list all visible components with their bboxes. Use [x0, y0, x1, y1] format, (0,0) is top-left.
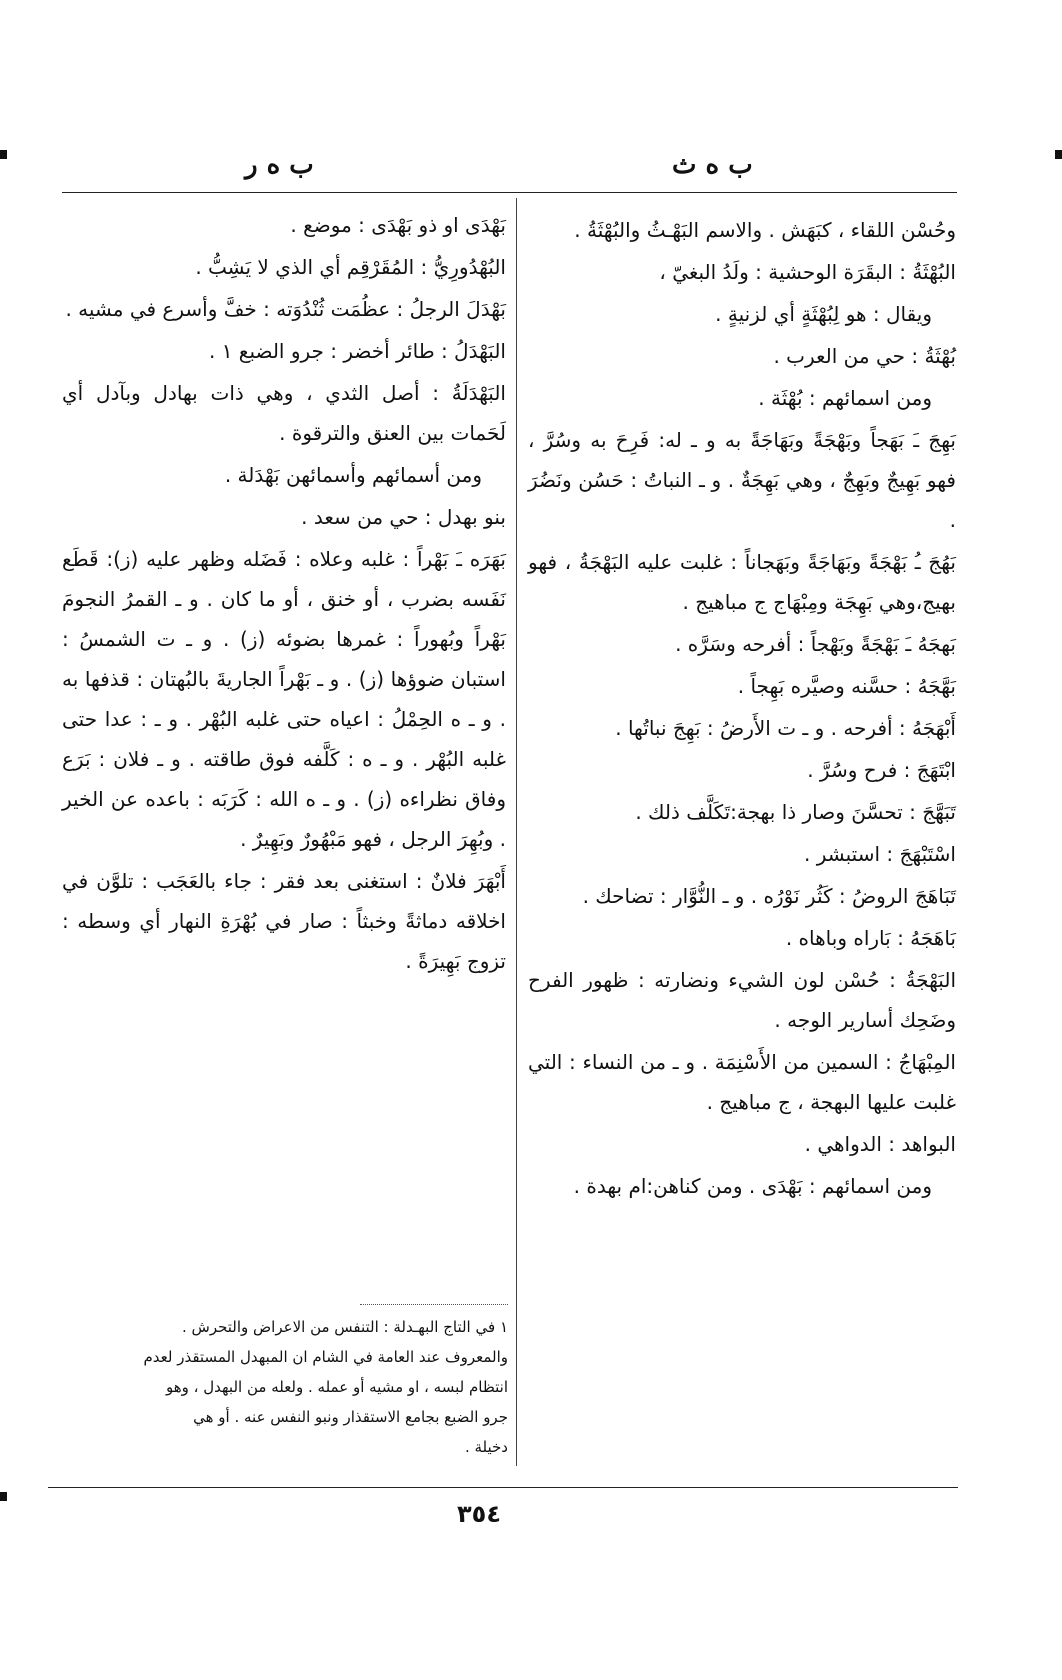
- page-number: ٣٥٤: [457, 1500, 501, 1528]
- footnote-line: دخيلة .: [464, 1438, 508, 1456]
- dictionary-entry: بَهُجَ ـُ بَهْجَةً وبَهَاجَةً وبَهَجاناً : غلبت عليه البَهْجَةُ ، فهو بهيج،وهي بَهِجَة ومِبْهَاج ج مباهيج .: [528, 550, 956, 614]
- dictionary-entry: ومن اسمائهم : بُهْثَة .: [758, 386, 932, 410]
- dictionary-entry: ويقال : هو لِبُهْثَةٍ أي لزنيةٍ .: [715, 302, 932, 326]
- dictionary-entry: بنو بهدل : حي من سعد .: [301, 505, 506, 529]
- dictionary-entry: بَهجَهُ ـَ بَهْجَةً وبَهْجاً : أفرحه وسَرَّه .: [675, 632, 956, 656]
- dictionary-entry: البُهْدُورِيُّ : المُقَرْقِم أي الذي لا يَشِبُّ .: [195, 255, 506, 279]
- dictionary-entry: المِبْهَاجُ : السمين من الأَسْنِمَة . و ـ من النساء : التي غلبت عليها البهجة ، ج مباهيج .: [528, 1050, 956, 1114]
- dictionary-entry: اسْتَبْهَجَ : استبشر .: [804, 842, 956, 866]
- left-edge-mark: [0, 1492, 7, 1501]
- dictionary-entry: ومن اسمائهم : بَهْدَى . ومن كناهن:ام بهدة .: [573, 1174, 932, 1198]
- dictionary-entry: وحُسْن اللقاء ، كبَهَش . والاسم البَهْـثُ والبُهْثَةُ .: [574, 218, 956, 242]
- right-edge-mark: [1055, 150, 1062, 159]
- dictionary-entry: البواهد : الدواهي .: [804, 1132, 956, 1156]
- dictionary-entry: بَهْدَى او ذو بَهْدَى : موضع .: [290, 213, 506, 237]
- footnote-rule: [360, 1304, 508, 1305]
- dictionary-entry: تَبَاهَجَ الروضُ : كَثُر نَوْرُه . و ـ النُّوَّار : تضاحك .: [582, 884, 956, 908]
- dictionary-entry: البَهْجَةُ : حُسْن لون الشيء ونضارته : ظهور الفرح وضَحِك أسارير الوجه .: [528, 968, 956, 1032]
- right-column: [528, 210, 956, 1208]
- dictionary-entry: ابْتَهَجَ : فرح وسُرَّ .: [807, 758, 956, 782]
- top-rule: [62, 192, 957, 193]
- left-column: [62, 205, 506, 983]
- footnote: [62, 1312, 508, 1462]
- left-edge-mark: [0, 150, 7, 159]
- dictionary-entry: بُهْثَةُ : حي من العرب .: [773, 344, 956, 368]
- dictionary-entry: البُهْثَةُ : البقَرَة الوحشية : ولَدُ البغيّ ،: [659, 260, 956, 284]
- dictionary-entry: بَهِجَ ـَ بَهَجاً وبَهْجَةً وبَهَاجَةً به و ـ له: فَرِحَ به وسُرَّ ، فهو بَهِيجٌ وبَهِجٌ ، وهي بَهِجَةٌ . و ـ النباتُ : حَسُن ونَضُرَ .: [528, 428, 956, 532]
- footnote-line: ١ في التاج البهـدلة : التنفس من الاعراض والتحرش .: [181, 1318, 508, 1336]
- dictionary-entry: البَهْدَلُ : طائر أخضر : جرو الضبع ١ .: [208, 339, 506, 363]
- dictionary-entry: بَاهَجَهُ : بَاراه وباهاه .: [785, 926, 956, 950]
- bottom-rule: [48, 1487, 958, 1488]
- dictionary-entry: بَهَرَه ـَ بَهْراً : غلبه وعلاه : فَضَله وظهر عليه (ز): قَطَع نَفَسه بضرب ، أو خنق ، أو ما كان . و ـ القمرُ النجومَ بَهْراً وبُهوراً : غمرها بضوئه (ز) . و ـ ت الشمسُ : استبان ضوؤها (ز) . و ـ بَهْراً الجاريةَ بالبُهتان : قذفها به . و ـ ه الحِمْلُ : اعياه حتى غلبه البُهْر . و ـ : عدا حتى غلبه البُهْر . و ـ ه : كَلَّفه فوق طاقته . و ـ فلان : بَرَع وفاق نظراءه (ز) . و ـ ه الله : كَرَبَه : باعده عن الخير . وبُهِرَ الرجل ، فهو مَبْهُورٌ وبَهِيرٌ .: [62, 547, 506, 851]
- footnote-line: والمعروف عند العامة في الشام ان المبهدل المستقذر لعدم: [143, 1348, 508, 1366]
- dictionary-entry: أَبْهَجَهُ : أفرحه . و ـ ت الأَرضُ : بَهِجَ نباتُها .: [615, 716, 956, 740]
- right-column-header: ب ه ث: [672, 150, 753, 180]
- footnote-line: جرو الضبع بجامع الاستقذار ونبو النفس عنه . أو هي: [193, 1408, 508, 1426]
- column-separator: [516, 198, 517, 1466]
- dictionary-entry: أَبْهَرَ فلانٌ : استغنى بعد فقر : جاء بالعَجَب : تلوَّن في اخلاقه دماثةً وخبثاً : صار في بُهْرَةِ النهار أي وسطه : تزوج بَهِيرَةً .: [62, 869, 506, 973]
- dictionary-entry: تَبَهَّجَ : تحسَّنَ وصار ذا بهجة:تَكَلَّف ذلك .: [635, 800, 956, 824]
- dictionary-entry: البَهْدَلَةُ : أصل الثدي ، وهي ذات بهادل وبآدل أي لَحَمات بين العنق والترقوة .: [62, 381, 506, 445]
- dictionary-entry: بَهَّجَهُ : حسَّنه وصيَّره بَهِجاً .: [737, 674, 956, 698]
- dictionary-entry: بَهْدَلَ الرجلُ : عظُمَت ثُنْدُوَته : خفَّ وأسرع في مشيه .: [65, 297, 506, 321]
- footnote-line: انتظام لبسه ، او مشيه أو عمله . ولعله من البهدل ، وهو: [165, 1378, 508, 1396]
- left-column-header: ب ه ر: [245, 150, 314, 180]
- dictionary-entry: ومن أسمائهم وأسمائهن بَهْدَلة .: [224, 463, 482, 487]
